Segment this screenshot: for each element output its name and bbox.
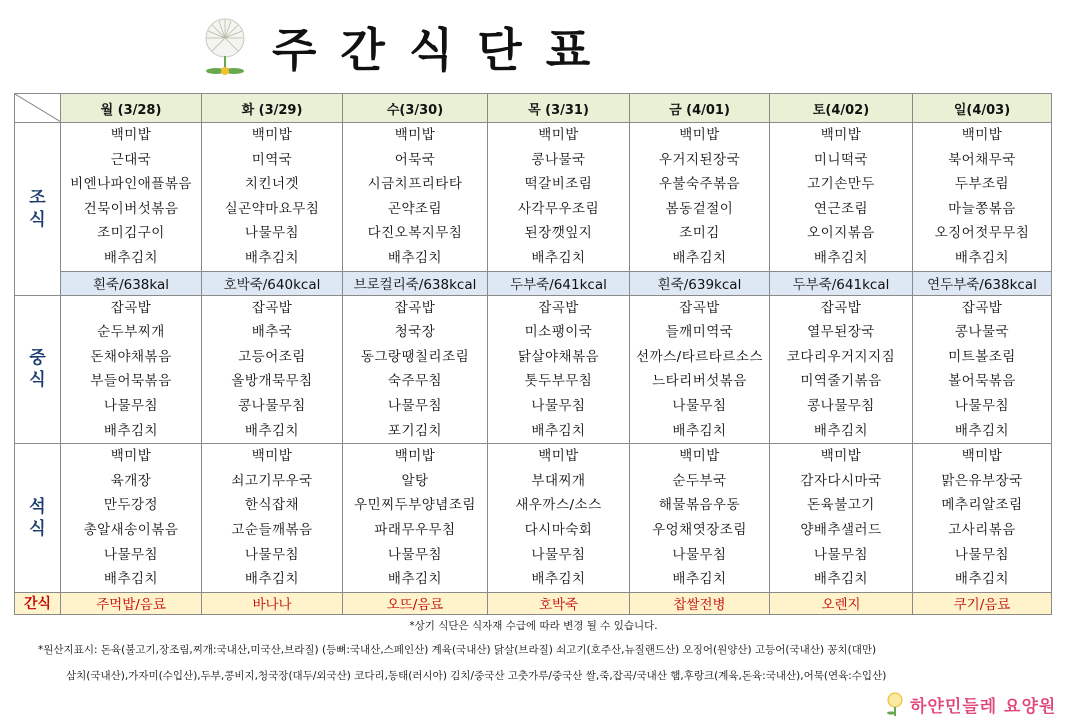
corner-cell <box>15 94 61 123</box>
dandelion-icon <box>200 16 250 78</box>
lunch-label: 중 식 <box>29 348 46 391</box>
menu-item: 된장깻잎지 <box>524 225 593 242</box>
menu-item: 나물무침 <box>531 546 586 563</box>
menu-item: 총알새송이볶음 <box>83 521 179 538</box>
menu-item: 다진오복지무침 <box>367 225 463 242</box>
menu-item: 배추김치 <box>672 249 727 266</box>
menu-item: 연근조림 <box>813 200 869 217</box>
menu-item: 배추김치 <box>813 571 869 588</box>
menu-item: 부들어묵볶음 <box>90 373 172 390</box>
supply-note: *상기 식단은 식자재 수급에 따라 변경 될 수 있습니다. <box>409 620 658 632</box>
menu-item: 우엉채엿장조림 <box>652 521 747 538</box>
menu-item: 포기김치 <box>387 422 443 439</box>
porridge-cell: 호박죽/640kcal <box>202 271 343 295</box>
porridge-row <box>15 271 1052 295</box>
menu-item: 백미밥 <box>538 448 579 465</box>
menu-item: 배추김치 <box>954 422 1010 439</box>
menu-item: 배추국 <box>251 324 293 341</box>
menu-item: 백미밥 <box>394 127 436 143</box>
day-header: 일(4/03) <box>913 94 1052 123</box>
day-header: 화 (3/29) <box>202 94 343 123</box>
weekly-menu-table <box>14 93 1052 615</box>
menu-item: 봄동겉절이 <box>665 200 734 217</box>
menu-item: 잡곡밥 <box>961 299 1003 316</box>
menu-item: 배추김치 <box>103 571 159 588</box>
menu-item: 양배추샐러드 <box>800 521 882 538</box>
dinner-label <box>15 444 61 593</box>
menu-item: 고등어조림 <box>238 348 306 365</box>
menu-item: 백미밥 <box>251 127 293 143</box>
menu-item: 들깨미역국 <box>665 324 734 341</box>
day-header: 금 (4/01) <box>630 94 770 123</box>
menu-item: 백미밥 <box>110 448 152 465</box>
menu-item: 잡곡밥 <box>679 299 720 316</box>
menu-item: 잡곡밥 <box>394 299 436 316</box>
menu-item: 고사리볶음 <box>948 521 1016 538</box>
menu-item: 사각무우조림 <box>517 200 600 217</box>
menu-item: 북어채무국 <box>948 151 1016 168</box>
title-block <box>200 14 614 80</box>
porridge-cell: 흰죽/638kal <box>61 271 202 295</box>
breakfast-cell <box>630 123 770 272</box>
menu-item: 나물무침 <box>387 546 443 563</box>
menu-item: 나물무침 <box>954 397 1010 414</box>
menu-item: 백미밥 <box>679 448 720 465</box>
menu-item: 나물무침 <box>244 225 300 242</box>
menu-item: 근대국 <box>110 151 152 168</box>
menu-item: 마늘쫑볶음 <box>948 200 1016 217</box>
snack-cell: 오렌지 <box>770 592 913 614</box>
porridge-cell: 두부죽/641kcal <box>488 271 630 295</box>
dinner-row <box>15 444 1052 593</box>
menu-item: 백미밥 <box>820 448 862 465</box>
menu-item: 나물무침 <box>103 546 159 563</box>
day-header: 수(3/30) <box>343 94 488 123</box>
menu-item: 잡곡밥 <box>110 299 152 316</box>
menu-item: 올방개묵무침 <box>231 373 313 390</box>
menu-item: 배추김치 <box>387 571 443 588</box>
dinner-cell <box>343 444 488 593</box>
lunch-cell <box>343 295 488 444</box>
snack-cell: 오뜨/음료 <box>343 592 488 614</box>
facility-logo <box>884 690 1056 718</box>
menu-item: 쇠고기무우국 <box>231 472 313 489</box>
menu-item: 메추리알조림 <box>941 497 1023 514</box>
dinner-cell <box>630 444 770 593</box>
breakfast-cell <box>913 123 1052 272</box>
menu-item: 비엔나파인애플볶음 <box>70 176 192 193</box>
menu-item: 나물무침 <box>244 546 300 563</box>
menu-item: 배추김치 <box>244 249 300 266</box>
menu-item: 숙주무침 <box>387 373 443 390</box>
menu-item: 배추김치 <box>954 571 1010 588</box>
menu-item: 오이지볶음 <box>807 225 875 242</box>
menu-item: 돈채야채볶음 <box>90 348 172 365</box>
menu-item: 톳두부무침 <box>524 373 593 390</box>
menu-item: 파래무우무침 <box>374 521 456 538</box>
snack-cell: 쿠기/음료 <box>913 592 1052 614</box>
menu-item: 고순들깨볶음 <box>231 521 313 538</box>
snack-cell: 주먹밥/음료 <box>61 592 202 614</box>
menu-item: 감자다시마국 <box>800 472 882 489</box>
lunch-cell <box>913 295 1052 444</box>
menu-item: 백미밥 <box>394 448 436 465</box>
origin-info-line2: 삼치(국내산),가자미(수입산),두부,콩비지,청국장(대두/외국산) 코다리,동태(러시아) 김치/중국산 고춧가루/중국산 쌀,죽,잡곡/국내산 햄,후랑크(계육,돈육:국내산),어묵(연육:수입산) <box>66 670 887 682</box>
menu-item: 배추김치 <box>672 422 727 439</box>
menu-item: 백미밥 <box>961 448 1003 465</box>
porridge-cell: 흰죽/639kcal <box>630 271 770 295</box>
menu-item: 나물무침 <box>387 397 443 414</box>
menu-item: 만두강정 <box>103 497 159 514</box>
dinner-cell <box>488 444 630 593</box>
menu-item: 볼어묵볶음 <box>948 373 1016 390</box>
menu-item: 조미김구이 <box>97 225 165 242</box>
menu-item: 열무된장국 <box>807 324 875 341</box>
breakfast-cell <box>488 123 630 272</box>
dinner-cell <box>913 444 1052 593</box>
snack-cell: 호박죽 <box>488 592 630 614</box>
menu-item: 우불숙주볶음 <box>658 176 741 193</box>
breakfast-cell <box>61 123 202 272</box>
dinner-cell <box>202 444 343 593</box>
menu-item: 미니떡국 <box>813 151 869 168</box>
menu-item: 배추김치 <box>531 422 586 439</box>
menu-item: 배추김치 <box>813 422 869 439</box>
menu-item: 배추김치 <box>103 249 159 266</box>
menu-item: 느타리버섯볶음 <box>652 373 747 390</box>
menu-item: 우민찌두부양념조림 <box>354 497 476 514</box>
breakfast-cell <box>770 123 913 272</box>
menu-item: 맑은유부장국 <box>941 472 1023 489</box>
menu-item: 건묵이버섯볶음 <box>83 200 179 217</box>
menu-item: 콩나물무침 <box>807 397 875 414</box>
menu-item: 배추김치 <box>103 422 159 439</box>
menu-item: 잡곡밥 <box>251 299 293 316</box>
menu-item: 잡곡밥 <box>820 299 862 316</box>
menu-item: 조미김 <box>679 225 720 242</box>
menu-item: 백미밥 <box>538 127 579 143</box>
menu-item: 다시마숙회 <box>524 521 593 538</box>
menu-item: 청국장 <box>394 324 436 341</box>
dinner-label: 석 식 <box>29 496 46 539</box>
menu-item: 배추김치 <box>531 249 586 266</box>
menu-item: 알탕 <box>401 472 429 489</box>
menu-item: 배추김치 <box>531 571 586 588</box>
day-header-row <box>15 94 1052 123</box>
menu-item: 곤약조림 <box>387 200 443 217</box>
menu-item: 나물무침 <box>531 397 586 414</box>
breakfast-label: 조 식 <box>29 187 46 230</box>
menu-item: 백미밥 <box>961 127 1003 143</box>
day-header: 목 (3/31) <box>488 94 630 123</box>
lunch-cell <box>488 295 630 444</box>
menu-item: 고기손만두 <box>807 176 875 193</box>
menu-item: 한식잡채 <box>244 497 300 514</box>
menu-item: 육개장 <box>110 472 152 489</box>
porridge-cell: 두부죽/641kcal <box>770 271 913 295</box>
lunch-cell <box>770 295 913 444</box>
snack-row <box>15 592 1052 614</box>
lunch-cell <box>630 295 770 444</box>
menu-item: 동그랑땡칠리조림 <box>360 348 470 365</box>
menu-item: 순두부찌개 <box>97 324 165 341</box>
menu-item: 백미밥 <box>110 127 152 143</box>
menu-item: 잡곡밥 <box>538 299 579 316</box>
breakfast-cell <box>343 123 488 272</box>
menu-item: 배추김치 <box>387 249 443 266</box>
menu-item: 해물볶음우동 <box>658 497 741 514</box>
snack-cell: 찹쌀전병 <box>630 592 770 614</box>
menu-item: 두부조림 <box>954 176 1010 193</box>
menu-item: 배추김치 <box>672 571 727 588</box>
menu-item: 시금치프리타타 <box>367 176 463 193</box>
menu-item: 나물무침 <box>672 546 727 563</box>
porridge-cell: 브로컬리죽/638kcal <box>343 271 488 295</box>
menu-item: 새우까스/소스 <box>515 497 602 514</box>
menu-item: 순두부국 <box>672 472 727 489</box>
menu-item: 미소팽이국 <box>524 324 593 341</box>
menu-item: 오징어젓무무침 <box>934 225 1030 242</box>
menu-item: 선까스/타르타르소스 <box>636 348 763 365</box>
menu-item: 배추김치 <box>244 422 300 439</box>
day-header: 월 (3/28) <box>61 94 202 123</box>
menu-item: 돈육불고기 <box>807 497 875 514</box>
breakfast-label <box>15 123 61 296</box>
dandelion-logo-icon <box>884 691 906 717</box>
menu-item: 콩나물국 <box>531 151 586 168</box>
menu-item: 미트볼조림 <box>948 348 1016 365</box>
breakfast-row <box>15 123 1052 272</box>
origin-info-line1: *원산지표시: 돈육(불고기,장조림,찌개:국내산,미국산,브라질) (등뼈:국내산,스페인산) 계육(국내산) 닭살(브라질) 쇠고기(호주산,뉴질랜드산) 오징어(원양산) 고등어(국내산) 꽁치(대만) <box>38 644 877 656</box>
snack-cell: 바나나 <box>202 592 343 614</box>
lunch-label <box>15 295 61 444</box>
day-header: 토(4/02) <box>770 94 913 123</box>
menu-item: 치킨너겟 <box>244 176 300 193</box>
porridge-cell: 연두부죽/638kcal <box>913 271 1052 295</box>
menu-item: 부대찌개 <box>531 472 586 489</box>
menu-item: 나물무침 <box>672 397 727 414</box>
menu-item: 백미밥 <box>251 448 293 465</box>
menu-item: 나물무침 <box>954 546 1010 563</box>
menu-item: 우거지된장국 <box>658 151 741 168</box>
menu-item: 콩나물무침 <box>238 397 306 414</box>
menu-item: 배추김치 <box>813 249 869 266</box>
menu-item: 미역국 <box>251 151 293 168</box>
menu-item: 코다리우거지지짐 <box>786 348 896 365</box>
lunch-cell <box>61 295 202 444</box>
dinner-cell <box>770 444 913 593</box>
facility-name: 하얀민들레 요양원 <box>910 696 1057 717</box>
menu-item: 나물무침 <box>103 397 159 414</box>
breakfast-cell <box>202 123 343 272</box>
dinner-cell <box>61 444 202 593</box>
menu-item: 떡갈비조림 <box>524 176 593 193</box>
menu-item: 닭살야채볶음 <box>517 348 600 365</box>
menu-item: 백미밥 <box>679 127 720 143</box>
menu-item: 배추김치 <box>244 571 300 588</box>
menu-item: 배추김치 <box>954 249 1010 266</box>
lunch-cell <box>202 295 343 444</box>
menu-item: 실곤약마요무침 <box>224 200 320 217</box>
page-title: 주간식단표 <box>272 23 615 77</box>
lunch-row <box>15 295 1052 444</box>
snack-label: 간식 <box>15 592 61 614</box>
menu-item: 미역줄기볶음 <box>800 373 882 390</box>
menu-item: 어묵국 <box>394 151 436 168</box>
menu-item: 백미밥 <box>820 127 862 143</box>
menu-item: 콩나물국 <box>954 324 1010 341</box>
diagonal-line <box>15 94 61 122</box>
menu-item: 나물무침 <box>813 546 869 563</box>
